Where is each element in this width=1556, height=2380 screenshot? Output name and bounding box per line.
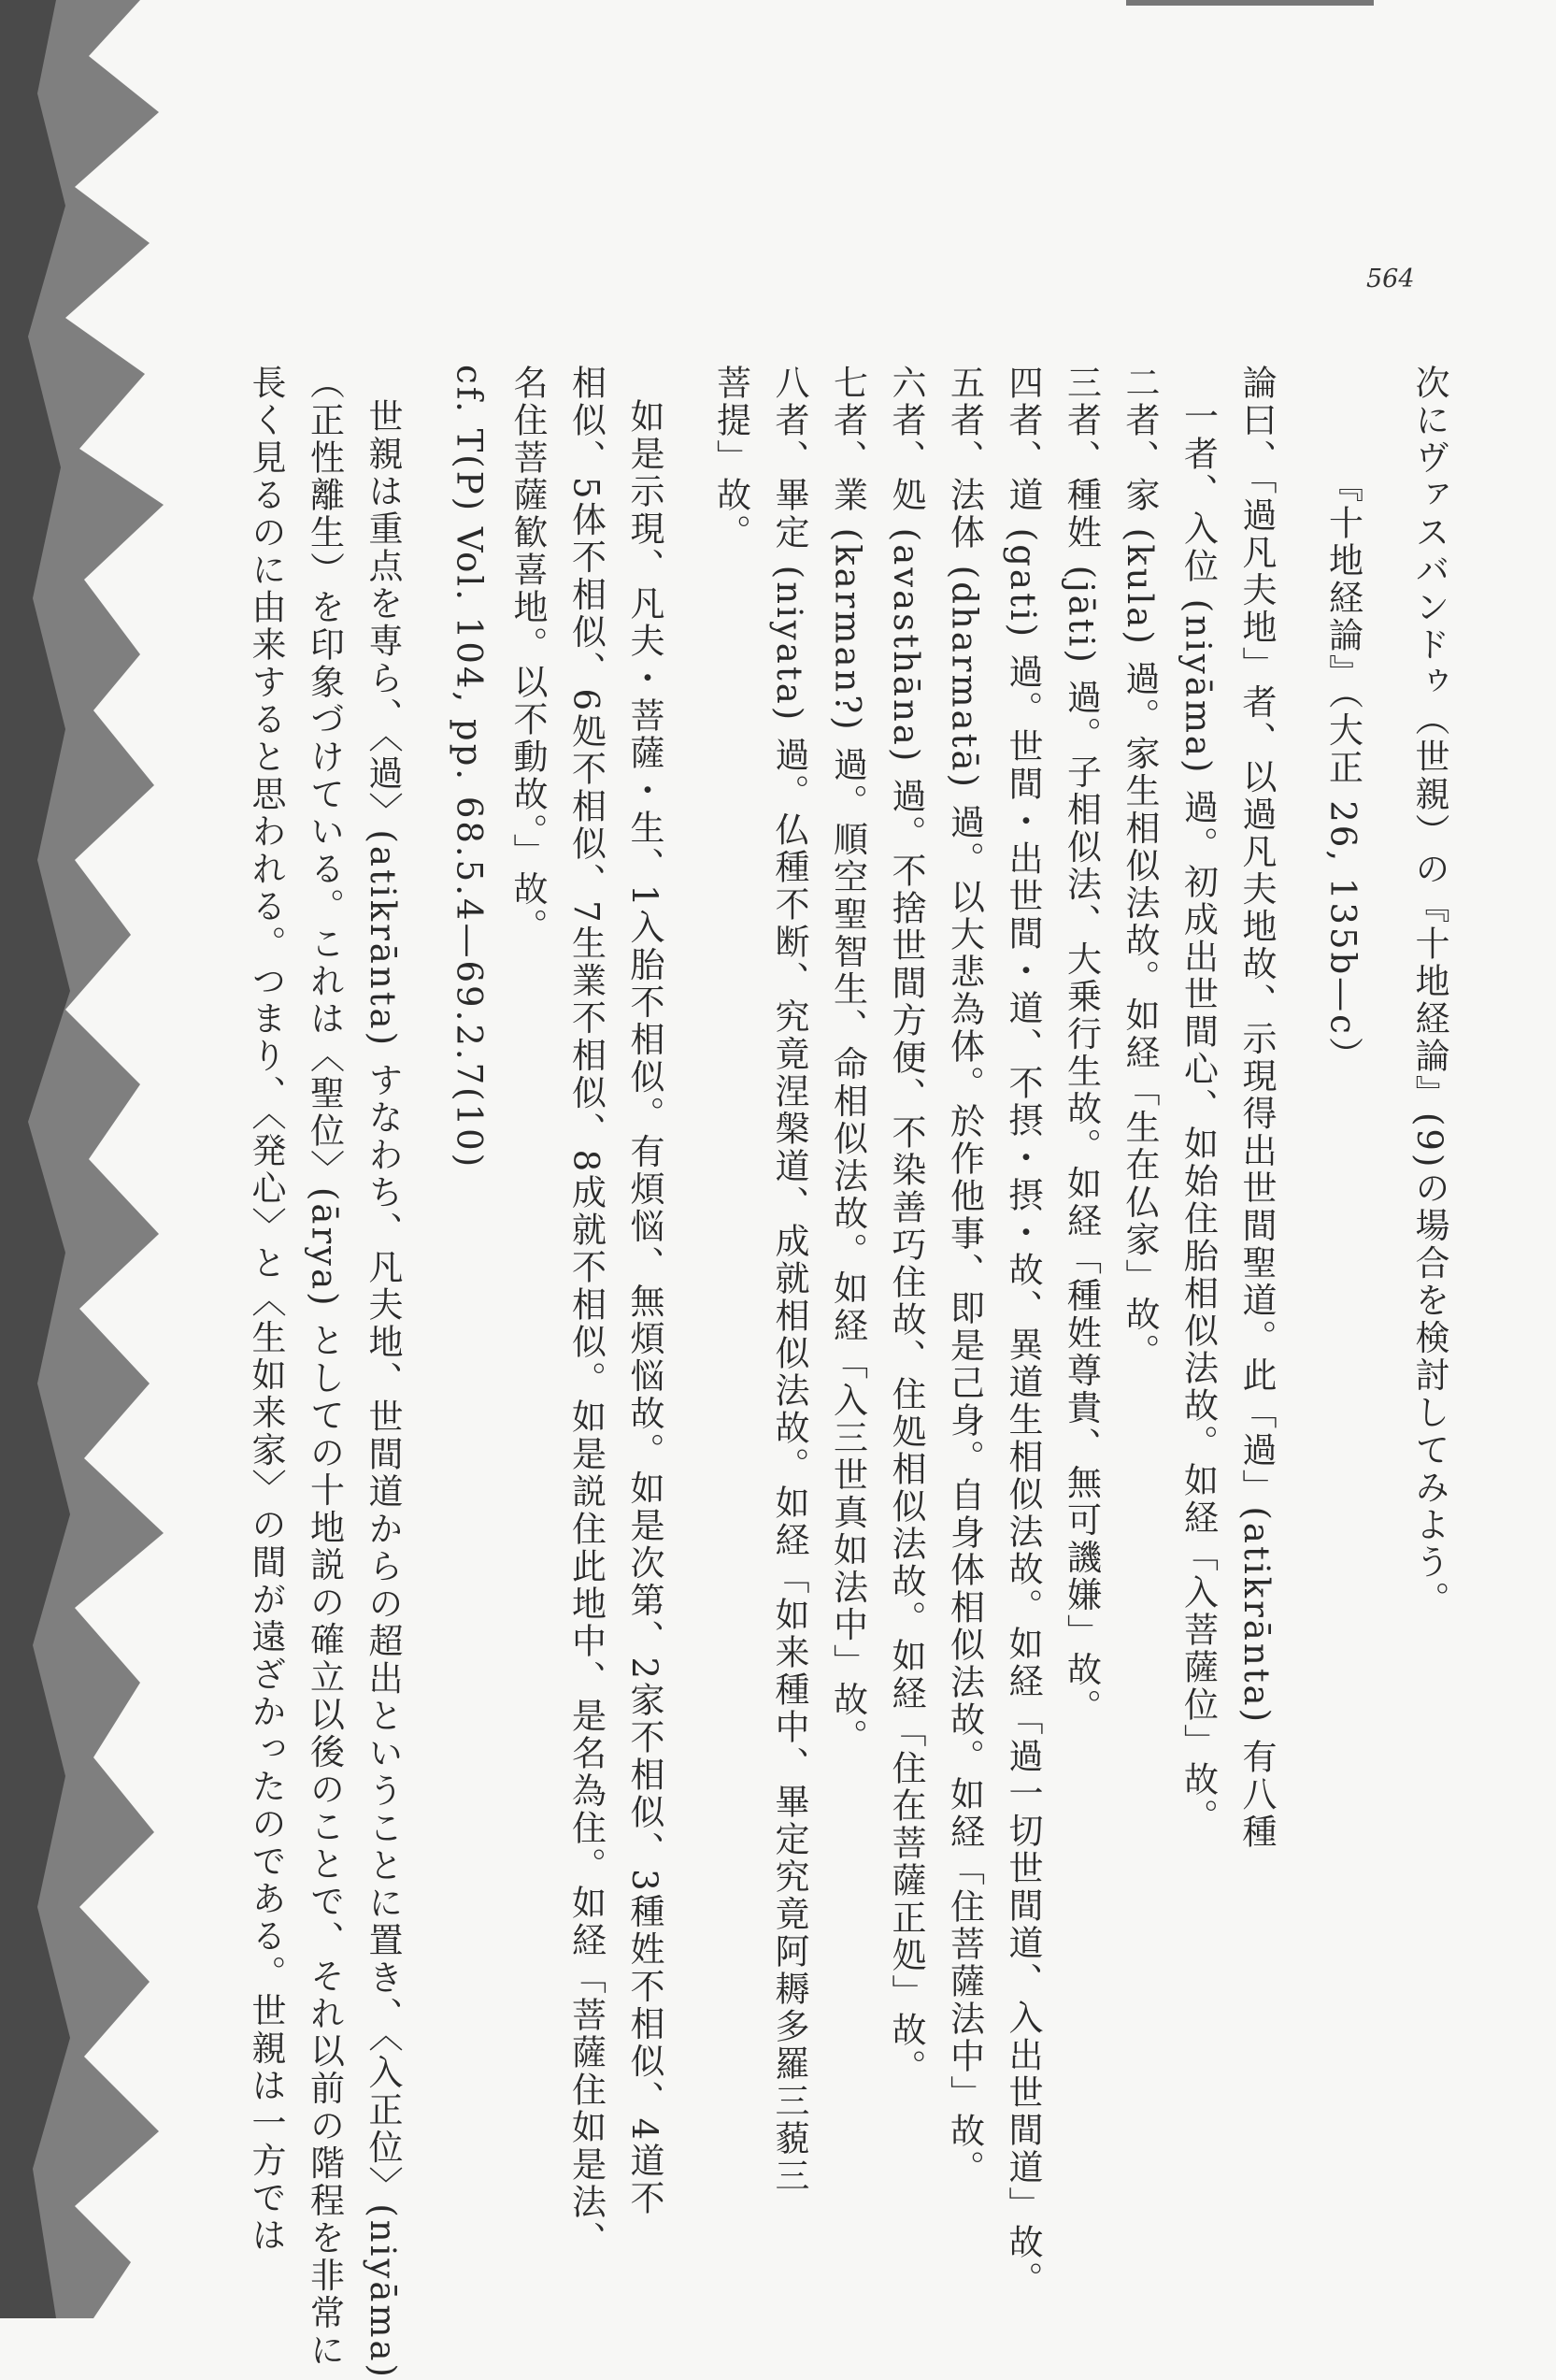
text-line: 七者、業 (karman?) 過。順空聖智生、命相似法故。如経「入三世真如法中」故。 [827,365,868,1756]
scan-shadow-graphic [0,0,168,2318]
page-number: 564 [1366,265,1415,294]
text-line: 名住菩薩歓喜地。以不動故。」故。 [507,365,548,946]
text-line: 世親は重点を専ら、〈過〉(atikrānta) すなわち、凡夫地、世間道からの超出ということに置き、〈入正位〉(niyāma) [363,398,403,2380]
top-rule [1126,0,1374,6]
text-line: 一者、入位 (niyāma) 過。初成出世間心、如始住胎相似法故。如経「入菩薩位」故。 [1178,398,1219,1837]
text-line: （正性離生）を印象づけている。これは〈聖位〉(ārya) としての十地説の確立以後のことで、それ以前の階程を非常に [304,365,345,2370]
text-line: 次にヴァスバンドゥ（世親）の『十地経論』(9)の場合を検討してみよう。 [1409,365,1449,1619]
vertical-text-body [224,365,1458,2380]
text-line: 二者、家 (kula) 過。家生相似法故。如経「生在仏家」故。 [1120,365,1160,1371]
text-line: 六者、処 (avasthāna) 過。不捨世間方便、不染善巧住故、住処相似法故。如経「住在菩薩正処」故。 [886,365,926,2087]
text-line: 菩提」故。 [710,365,751,552]
scan-edge-shadow [0,0,168,2318]
text-line: 『十地経論』（大正 26, 135b—c） [1322,467,1363,1074]
text-line: 三者、種姓 (jāti) 過。子相似法、大乗行生故。如経「種姓尊貴、無可譏嫌」故。 [1061,365,1102,1727]
text-line: 長く見るのに由来すると思われる。つまり、〈発心〉と〈生如来家〉の間が遠ざかったのである。世親は一方では [246,365,286,2255]
text-line: 五者、法体 (dharmatā) 過。以大悲為体。於作他事、即是己身。自身体相似法故。如経「住菩薩法中」故。 [944,365,985,2187]
text-line: 論曰、「過凡夫地」者、以過凡夫地故、示現得出世間聖道。此「過」(atikrānta) 有八種 [1236,365,1277,1851]
text-line: cf. T(P) Vol. 104, pp. 68.5.4—69.2.7(10) [449,365,490,1170]
text-line: 四者、道 (gati) 過。世間・出世間・道、不摂・摂・故、異道生相似法故。如経「過一切世間道、入出世間道」故。 [1003,365,1043,2299]
text-line: 相似、5体不相似、6処不相似、7生業不相似、8成就不相似。如是説住此地中、是名為住。如経「菩薩住如是法、 [565,365,607,2259]
text-line: 如是示現、凡夫・菩薩・生、1入胎不相似。有煩悩、無煩悩故。如是次第、2家不相似、3種姓不相似、4道不 [624,398,664,2218]
text-line: 八者、畢定 (niyata) 過。仏種不断、究竟涅槃道、成就相似法故。如経「如来種中、畢定究竟阿耨多羅三藐三 [769,365,809,2195]
